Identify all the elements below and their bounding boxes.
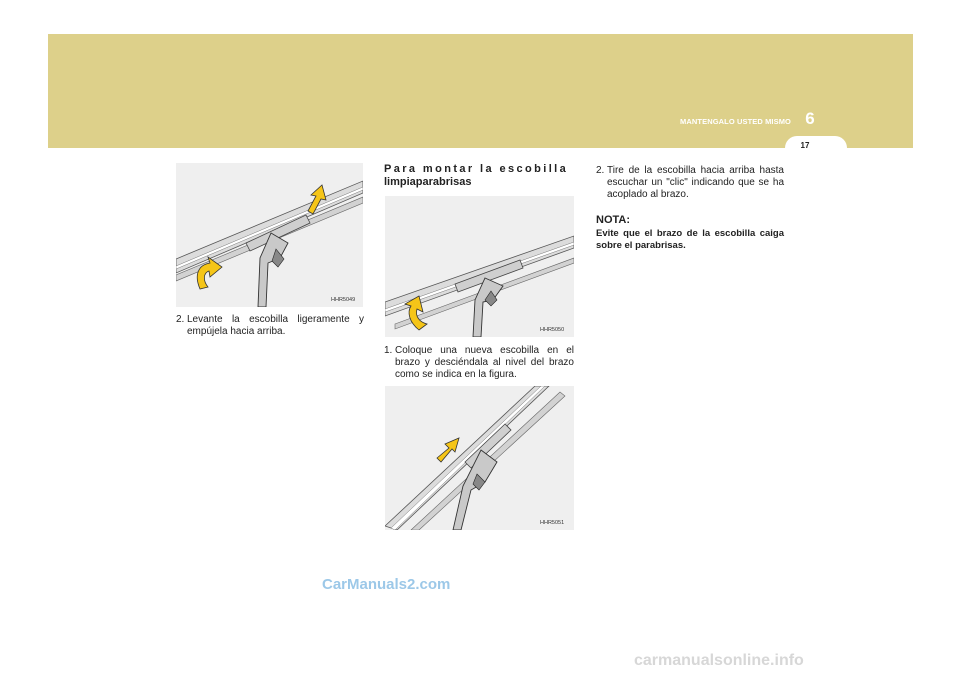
figure-code: HHR5049 [331,297,356,303]
section-title [384,163,576,189]
figure-wiper-lift [176,163,363,307]
header-band [48,34,913,148]
figure-wiper-pull [385,386,574,530]
step-place-wiper [384,345,574,381]
figure-code: HHR5051 [540,520,565,526]
step-number: 2. [176,314,185,325]
section-title-line2: limpiaparabrisas [384,176,472,188]
step-lift-wiper [176,314,364,338]
figure-code: HHR5050 [540,327,565,333]
note-text: Evite que el brazo de la escobilla caiga sobre el parabrisas. [596,228,784,251]
wiper-place-illustration [385,196,574,337]
chapter-title: MANTENGALO USTED MISMO [680,117,791,126]
step-pull-wiper [596,165,784,201]
arrow-diagonal-icon [437,438,459,462]
figure-wiper-place [385,196,574,337]
step-text: Levante la escobilla ligeramente y empújela hacia arriba. [187,314,364,337]
wiper-lift-illustration [176,163,363,307]
section-title-line1: Para montar la escobilla [384,163,569,175]
step-text: Coloque una nueva escobilla en el brazo y desciéndala al nivel del brazo como se indica en la figura. [395,345,574,380]
page-number: 17 [800,141,810,150]
note-heading: NOTA: [596,214,631,226]
wiper-pull-illustration [385,386,574,530]
watermark-left: CarManuals2.com [322,576,451,593]
step-text: Tire de la escobilla hacia arriba hasta escuchar un "clic" indicando que se ha acoplado al brazo. [607,165,784,200]
step-number: 2. [596,165,605,176]
chapter-number: 6 [805,109,815,128]
watermark-right: carmanualsonline.info [634,652,804,669]
step-number: 1. [384,345,393,356]
